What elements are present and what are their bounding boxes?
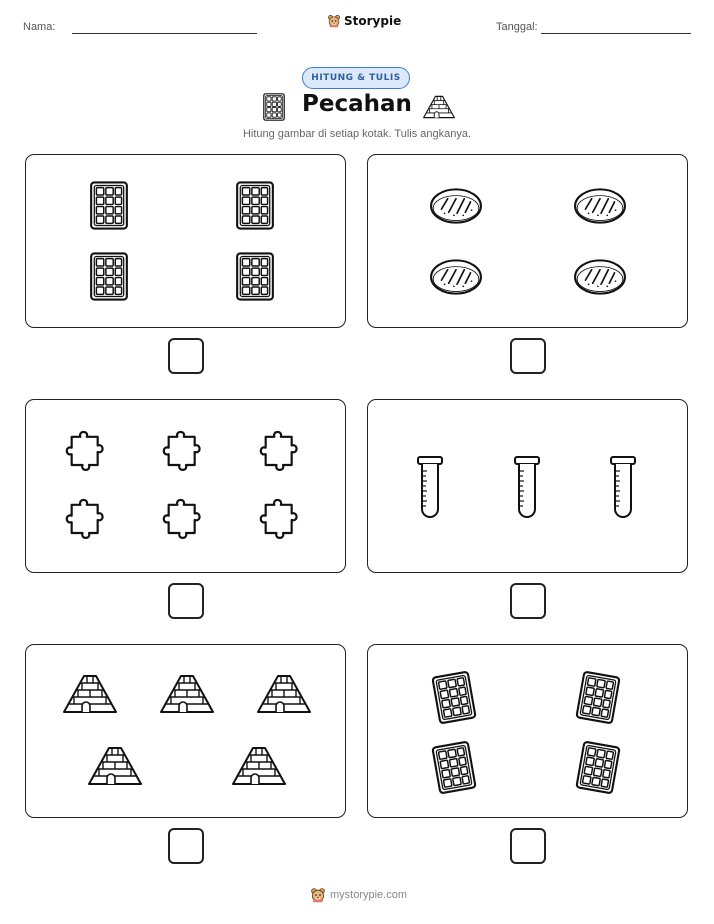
waffle-icon — [88, 178, 130, 233]
puzzle-piece-icon — [63, 426, 115, 478]
brand-name: Storypie — [344, 14, 402, 28]
puzzle-piece-icon — [63, 494, 115, 546]
pyramid-icon — [254, 672, 314, 716]
page-subtitle: Hitung gambar di setiap kotak. Tulis angkanya. — [242, 128, 472, 140]
test-tube-icon — [415, 455, 445, 519]
answer-box[interactable] — [510, 583, 546, 619]
pyramid-icon — [157, 672, 217, 716]
count-panel-bread — [367, 154, 688, 328]
answer-box[interactable] — [510, 338, 546, 374]
bread-icon — [429, 186, 483, 226]
test-tube-icon — [608, 455, 638, 519]
date-label: Tanggal: — [496, 21, 538, 33]
bear-icon — [327, 14, 341, 28]
date-line[interactable] — [541, 33, 691, 34]
test-tube-icon — [512, 455, 542, 519]
activity-badge: HITUNG & TULIS — [302, 67, 410, 89]
name-label: Nama: — [23, 21, 56, 33]
footer — [310, 887, 407, 903]
waffle-icon — [88, 249, 130, 304]
count-panel-waffle — [367, 644, 688, 818]
count-panel-pyramid — [25, 644, 346, 818]
puzzle-piece-icon — [257, 494, 309, 546]
waffle-icon — [234, 178, 276, 233]
puzzle-piece-icon — [160, 426, 212, 478]
bread-icon — [573, 257, 627, 297]
waffle-icon — [234, 249, 276, 304]
pyramid-icon — [85, 744, 145, 788]
pyramid-icon — [60, 672, 120, 716]
pyramid-icon — [229, 744, 289, 788]
count-panel-waffle — [25, 154, 346, 328]
answer-box[interactable] — [168, 828, 204, 864]
bread-icon — [429, 257, 483, 297]
footer-url[interactable]: mystorypie.com — [330, 889, 408, 901]
page-title: Pecahan — [302, 91, 412, 117]
pyramid-icon — [421, 94, 457, 120]
bread-icon — [573, 186, 627, 226]
answer-box[interactable] — [510, 828, 546, 864]
name-line[interactable] — [72, 33, 257, 34]
waffle-icon — [260, 92, 288, 122]
bear-icon — [310, 887, 326, 903]
puzzle-piece-icon — [160, 494, 212, 546]
answer-box[interactable] — [168, 338, 204, 374]
brand-logo — [327, 14, 401, 28]
puzzle-piece-icon — [257, 426, 309, 478]
answer-box[interactable] — [168, 583, 204, 619]
